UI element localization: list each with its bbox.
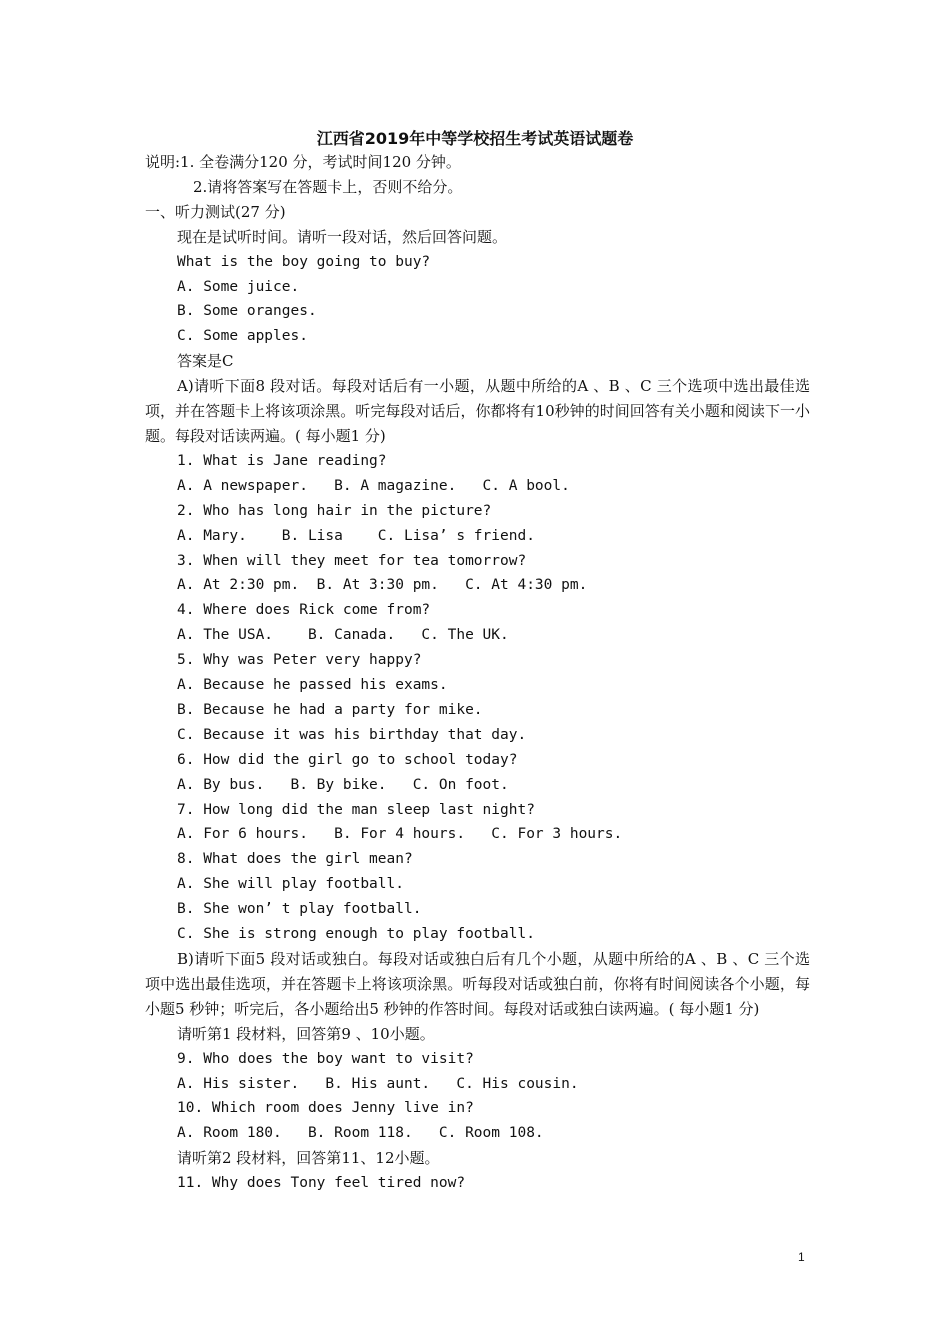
question-5-option-a: A. Because he passed his exams. <box>177 677 448 694</box>
question-4-options: A. The USA. B. Canada. C. The UK. <box>177 627 509 644</box>
instruction-note-2: 2.请将答案写在答题卡上，否则不给分。 <box>193 177 463 196</box>
trial-option-a: A. Some juice. <box>177 278 300 295</box>
material-2-heading: 请听第2 段材料，回答第11、12小题。 <box>177 1149 440 1168</box>
question-10: 10. Which room does Jenny live in? <box>177 1100 474 1117</box>
trial-option-c: C. Some apples. <box>177 328 308 345</box>
question-11: 11. Why does Tony feel tired now? <box>177 1175 466 1192</box>
question-8-option-b: B. She won’ t play football. <box>177 901 422 918</box>
trial-intro: 现在是试听时间。请听一段对话，然后回答问题。 <box>177 227 508 246</box>
question-8-option-c: C. She is strong enough to play football. <box>177 926 535 943</box>
question-8-option-a: A. She will play football. <box>177 876 404 893</box>
trial-option-b: B. Some oranges. <box>177 303 317 320</box>
trial-answer: 答案是C <box>177 352 234 371</box>
question-2: 2. Who has long hair in the picture? <box>177 502 492 519</box>
question-7: 7. How long did the man sleep last night? <box>177 801 535 818</box>
question-2-options: A. Mary. B. Lisa C. Lisa’ s friend. <box>177 527 535 544</box>
part-b-instructions: B)请听下面5 段对话或独白。每段对话或独白后有几个小题，从题中所给的A 、B 、C 三个选项中选出最佳选项，并在答题卡上将该项涂黑。听每段对话或独白前，你将有时间阅读各个小题，每小题5 秒钟；听完后，各小题给出5 秒钟的作答时间。每段对话或独白读两遍。( 每小题1 分) <box>145 950 810 1018</box>
question-1-options: A. A newspaper. B. A magazine. C. A bool. <box>177 477 570 494</box>
question-6: 6. How did the girl go to school today? <box>177 751 518 768</box>
question-9: 9. Who does the boy want to visit? <box>177 1050 474 1067</box>
question-3: 3. When will they meet for tea tomorrow? <box>177 552 527 569</box>
question-5-option-c: C. Because it was his birthday that day. <box>177 726 527 743</box>
section-heading-listening: 一、听力测试(27 分) <box>145 202 286 221</box>
page-number: 1 <box>798 1250 805 1264</box>
question-3-options: A. At 2:30 pm. B. At 3:30 pm. C. At 4:30 pm. <box>177 577 588 594</box>
document-body <box>145 150 810 1196</box>
question-4: 4. Where does Rick come from? <box>177 602 431 619</box>
question-6-options: A. By bus. B. By bike. C. On foot. <box>177 776 509 793</box>
exam-title: 江西省2019年中等学校招生考试英语试题卷 <box>316 129 634 148</box>
question-5-option-b: B. Because he had a party for mike. <box>177 701 483 718</box>
material-1-heading: 请听第1 段材料，回答第9 、10小题。 <box>177 1024 435 1043</box>
question-7-options: A. For 6 hours. B. For 4 hours. C. For 3 hours. <box>177 826 623 843</box>
question-8: 8. What does the girl mean? <box>177 851 413 868</box>
trial-question: What is the boy going to buy? <box>177 253 431 270</box>
question-10-options: A. Room 180. B. Room 118. C. Room 108. <box>177 1125 544 1142</box>
part-a-instructions: A)请听下面8 段对话。每段对话后有一小题，从题中所给的A 、B 、C 三个选项中选出最佳选项，并在答题卡上将该项涂黑。听完每段对话后，你都将有10秒钟的时间回答有关小题和阅读下一小题。每段对话读两遍。( 每小题1 分) <box>145 377 810 445</box>
question-1: 1. What is Jane reading? <box>177 452 387 469</box>
question-9-options: A. His sister. B. His aunt. C. His cousin. <box>177 1075 579 1092</box>
instruction-note-1: 说明:1. 全卷满分120 分，考试时间120 分钟。 <box>145 153 461 171</box>
question-5: 5. Why was Peter very happy? <box>177 652 422 669</box>
